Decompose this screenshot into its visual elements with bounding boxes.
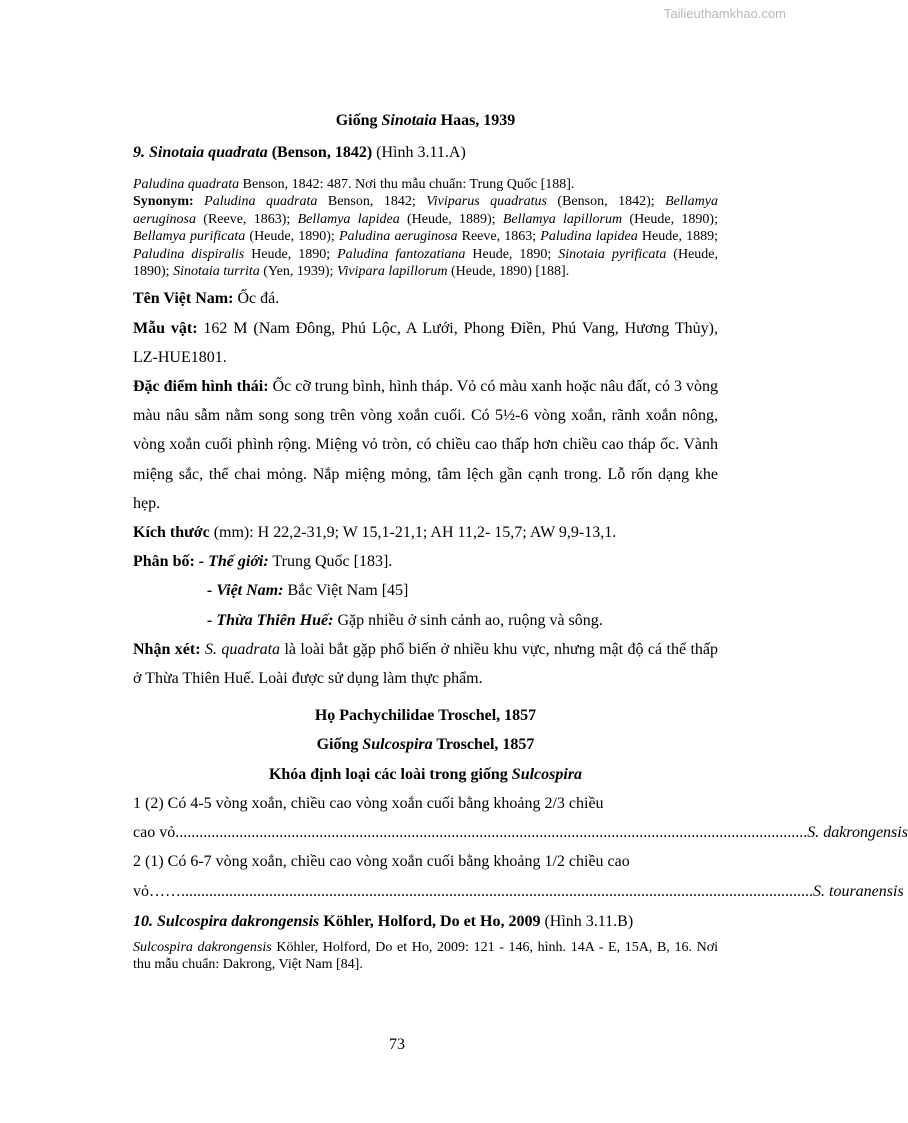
species-heading-10: 10. Sulcospira dakrongensis Köhler, Holford, Do et Ho, 2009 (Hình 3.11.B) (133, 912, 634, 930)
genus-name: Sinotaia (381, 112, 437, 129)
synonym-name: Paludina dispiralis (133, 246, 245, 262)
synonym-name: Paludina fantozatiana (337, 246, 466, 262)
synonym-name: Paludina aeruginosa (338, 229, 458, 245)
synonym-name: Sinotaia turrita (173, 264, 260, 280)
species-name: Sinotaia quadrata (149, 144, 268, 161)
synonym-name: Paludina lapidea (540, 229, 638, 245)
watermark: Tailieuthamkhao.com (663, 6, 786, 21)
synonym-citation: (Heude, 1890); (133, 246, 719, 280)
synonym-name: Paludina quadrata (193, 194, 318, 210)
synonym-name: Vivipara lapillorum (336, 264, 448, 280)
genus-heading-sulcospira: Giống Sulcospira Troschel, 1857 (316, 736, 535, 754)
key-item-1-result: cao vỏ .............................................................................................................................................................. S. dakrongensis (133, 818, 718, 847)
species-heading-9 (133, 144, 718, 162)
genus-prefix: Giống (335, 112, 382, 129)
synonym-citation: Reeve, 1863; (457, 229, 541, 245)
synonym-name: Bellamya lapidea (297, 211, 400, 227)
synonym-list (133, 193, 718, 280)
synonym-label: Synonym: (133, 194, 194, 210)
distribution-world: Phân bố: - Thế giới: Trung Quốc [183]. (133, 553, 393, 571)
synonym-citation: (Heude, 1890); (245, 229, 339, 245)
specimen: Mẫu vật: 162 M (Nam Đông, Phú Lộc, A Lưới, Phong Điền, Phú Vang, Hương Thủy), LZ-HUE1801. (133, 319, 719, 366)
key-item-2: 2 (1) Có 6-7 vòng xoắn, chiều cao vòng xoắn cuối bằng khoảng 1/2 chiều cao (133, 853, 630, 871)
distribution-vietnam: - Việt Nam: Bắc Việt Nam [45] (207, 582, 409, 600)
synonym-citation: Heude, 1890; (465, 246, 559, 262)
synonym-citation: (Heude, 1890) [188]. (447, 264, 570, 280)
synonym-name: Viviparus quadratus (426, 194, 547, 210)
synonym-citation: Heude, 1889; (637, 229, 718, 245)
page-number: 73 (389, 1036, 405, 1053)
key-item-1: 1 (2) Có 4-5 vòng xoắn, chiều cao vòng xoắn cuối bằng khoảng 2/3 chiều (133, 794, 604, 812)
synonym-citation: Benson, 1842; (317, 194, 427, 210)
synonym-name: Sinotaia pyrificata (558, 246, 667, 262)
page-content (133, 112, 908, 974)
synonym-name: Bellamya lapillorum (502, 211, 623, 227)
morphology: Đặc điểm hình thái: Ốc cỡ trung bình, hình tháp. Vỏ có màu xanh hoặc nâu đất, có 3 vòng màu nâu sẫm nằm song song trên vòng xoắn cuối. Có 5½-6 vòng xoắn, rãnh xoắn nông, vòng xoắn cuối phình rộng. Miệng vỏ tròn, có chiều cao thấp hơn chiều cao tháp ốc. Vành miệng sắc, thể chai mỏng. Nắp miệng mỏng, tâm lệch gần cạnh trong. Lỗ rốn dạng khe hẹp. (133, 378, 718, 512)
synonym-citation: (Reeve, 1863); (196, 211, 298, 227)
genus-heading-sinotaia (133, 112, 718, 130)
leader-dots: .............................................................................................................................................................. (175, 824, 808, 842)
remark: Nhận xét: S. quadrata là loài bắt gặp phổ biến ở nhiều khu vực, nhưng mật độ cá thể thấp ở Thừa Thiên Huế. Loài được sử dụng làm thực phẩm. (133, 640, 719, 688)
genus-author: Haas, 1939 (436, 112, 516, 129)
synonym-citation: (Yen, 1939); (259, 264, 337, 280)
vietnamese-name: Tên Việt Nam: Ốc đá. (133, 290, 280, 308)
key-title: Khóa định loại các loài trong giống Sulcospira (268, 765, 583, 783)
synonym-citation: (Heude, 1890); (622, 211, 718, 227)
species-author: (Benson, 1842) (267, 144, 373, 161)
synonym-citation: (Benson, 1842); (546, 194, 666, 210)
synonym-citation: (Heude, 1889); (399, 211, 503, 227)
key-item-2-result: vỏ…… .............................................................................................................................................................. S. touranensis (133, 877, 718, 906)
synonym-citation: Heude, 1890; (244, 246, 338, 262)
size-measurements: Kích thước (mm): H 22,2-31,9; W 15,1-21,1; AH 11,2- 15,7; AW 9,9-13,1. (133, 524, 617, 542)
citation-block (133, 176, 718, 280)
synonym-name: Bellamya aeruginosa (133, 194, 718, 227)
synonym-name: Bellamya purificata (133, 229, 246, 245)
original-citation: Paludina quadrata Benson, 1842: 487. Nơi thu mẫu chuẩn: Trung Quốc [188]. (133, 177, 575, 192)
original-citation-10: Sulcospira dakrongensis Köhler, Holford, Do et Ho, 2009: 121 - 146, hình. 14A - E, 15A, B, 16. Nơi thu mẫu chuẩn: Dakrong, Việt Nam [84]. (133, 939, 718, 973)
identification-key (133, 789, 908, 906)
distribution-hue: - Thừa Thiên Huế: Gặp nhiều ở sinh cảnh ao, ruộng và sông. (207, 611, 603, 629)
family-heading: Họ Pachychilidae Troschel, 1857 (314, 707, 537, 725)
leader-dots: .............................................................................................................................................................. (181, 882, 813, 900)
species-figure-ref: (Hình 3.11.A) (372, 144, 466, 161)
species-number: 9. (133, 144, 149, 161)
